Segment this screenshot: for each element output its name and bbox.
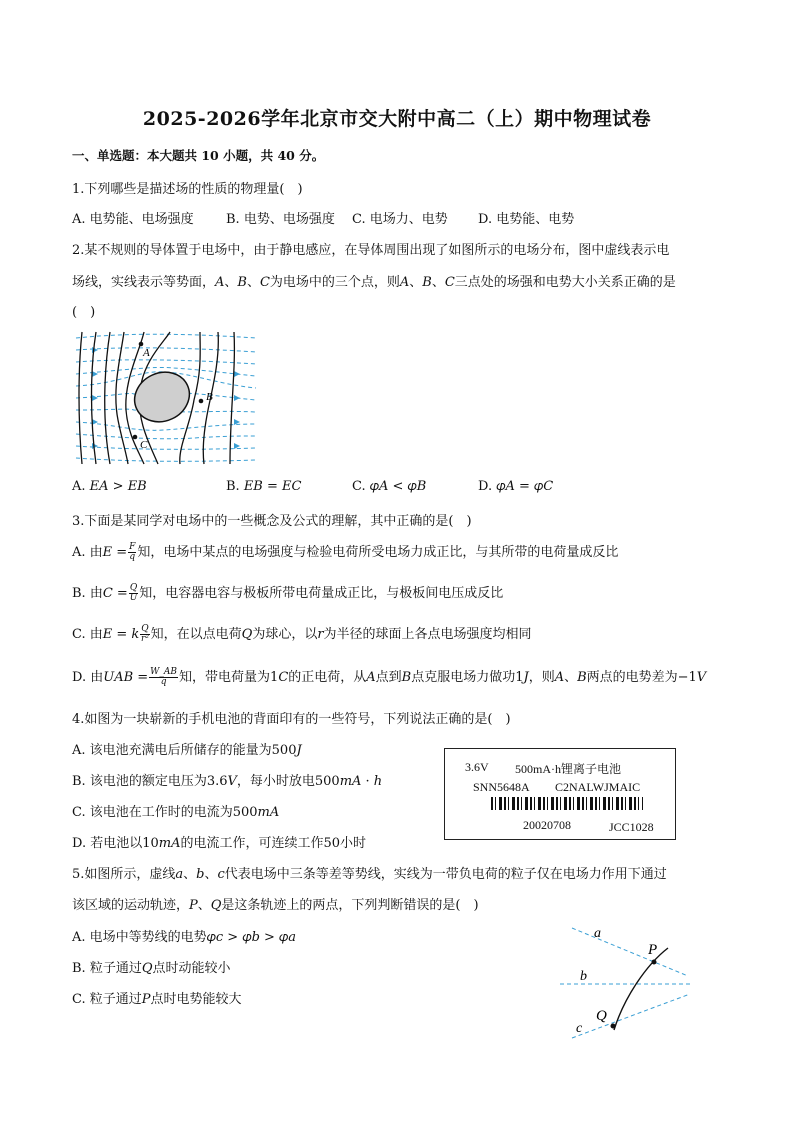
q3-option-d [72, 666, 706, 687]
battery-label [444, 748, 676, 840]
q3-option-a [72, 541, 618, 562]
point-p [652, 960, 657, 965]
q3-a-fraction [128, 543, 136, 562]
q3-d-text: 知，带电荷量为1𝐶的正电荷，从𝐴点到𝐵点克服电场力做功1𝐽，则𝐴、𝐵两点的电势差为−1𝑉 [179, 670, 707, 685]
q3-b-numerator: Q [129, 583, 138, 593]
q3-d-prefix: D. 由 [72, 670, 104, 685]
q3-b-text: 知，电容器电容与极板所带电荷量成正比，与极板间电压成反比 [139, 586, 504, 601]
electric-field-figure [74, 330, 258, 466]
q2-option-a: A. 𝐸𝐴 > 𝐸𝐵 [72, 479, 147, 494]
battery-date: 20020708 [523, 818, 571, 832]
q3-d-denominator: q [160, 677, 167, 687]
point-a [139, 342, 144, 347]
q3-c-prefix: C. 由 [72, 627, 103, 642]
page-title: 2025-2026学年北京市交大附中高二（上）期中物理试卷 [142, 108, 652, 130]
q1-option-c: C. 电场力、电势 [352, 212, 448, 227]
label-c: c [576, 1021, 583, 1036]
q3-c-numerator: Q [141, 624, 149, 634]
equipotential-trajectory-figure [556, 920, 696, 1042]
label-a: A [143, 347, 150, 359]
q3-b-formula: 𝐶 = [102, 586, 128, 601]
q3-b-denominator: U [129, 593, 138, 603]
q5-option-b: B. 粒子通过𝑄点时动能较小 [72, 961, 231, 976]
question-5-line-2: 该区域的运动轨迹，𝑃、𝑄是这条轨迹上的两点，下列判断错误的是( ) [72, 898, 479, 913]
conductor-shape [126, 363, 197, 430]
battery-code: C2NALWJMAIC [555, 780, 641, 794]
q3-c-text: 知，在以点电荷𝑄为球心，以𝑟为半径的球面上各点电场强度均相同 [150, 627, 532, 642]
q3-option-b [72, 582, 503, 603]
q3-a-numerator: F [129, 542, 136, 552]
q5-option-c: C. 粒子通过𝑃点时电势能较大 [72, 992, 242, 1007]
point-c [133, 435, 138, 440]
q3-c-denominator: r² [141, 634, 149, 644]
label-c: C [140, 439, 148, 451]
question-1-stem: 1.下列哪些是描述场的性质的物理量( ) [72, 182, 303, 197]
q3-a-prefix: A. 由 [72, 545, 103, 560]
label-q: Q [596, 1008, 607, 1024]
q2-option-b: B. 𝐸𝐵 = 𝐸𝐶 [226, 479, 302, 494]
q3-a-formula: 𝐸 = [102, 545, 128, 560]
question-2-line-2: 场线，实线表示等势面，𝐴、𝐵、𝐶为电场中的三个点，则𝐴、𝐵、𝐶三点处的场强和电势大小关系正确的是 [72, 275, 676, 290]
question-5-line-1: 5.如图所示，虚线𝑎、𝑏、𝑐代表电场中三条等差等势线，实线为一带负电荷的粒子仅在电场力作用下通过 [72, 867, 667, 882]
question-3-stem: 3.下面是某同学对电场中的一些概念及公式的理解，其中正确的是( ) [72, 514, 472, 529]
q5-option-a: A. 电场中等势线的电势𝜑𝑐 > 𝜑𝑏 > 𝜑𝑎 [72, 930, 297, 945]
point-b [199, 399, 204, 404]
battery-serial: JCC1028 [609, 820, 654, 834]
q4-option-a: A. 该电池充满电后所储存的能量为500𝐽 [72, 743, 302, 758]
q3-c-fraction [140, 625, 149, 644]
q3-d-formula: 𝑈𝐴𝐵 = [103, 670, 149, 685]
battery-capacity: 500mA·h锂离子电池 [515, 762, 621, 776]
label-b: B [206, 391, 213, 403]
q2-option-d: D. 𝜑𝐴 = 𝜑𝐶 [478, 479, 554, 494]
battery-voltage: 3.6V [465, 760, 489, 774]
q4-option-d: D. 若电池以10𝑚𝐴的电流工作，可连续工作50小时 [72, 836, 367, 851]
question-2-line-1: 2.某不规则的导体置于电场中，由于静电感应，在导体周围出现了如图所示的电场分布，图中虚线表示电 [72, 243, 670, 258]
q3-c-formula: 𝐸 = 𝑘 [102, 627, 140, 642]
section-heading: 一、单选题：本大题共 10 小题，共 40 分。 [72, 148, 325, 163]
q1-option-b: B. 电势、电场强度 [226, 212, 335, 227]
q3-d-numerator: W_AB [150, 667, 178, 677]
q3-b-fraction [129, 584, 138, 603]
particle-trajectory [614, 948, 668, 1030]
q3-a-text: 知，电场中某点的电场强度与检验电荷所受电场力成正比，与其所带的电荷量成反比 [137, 545, 619, 560]
q1-option-a: A. 电势能、电场强度 [72, 212, 194, 227]
q4-option-c: C. 该电池在工作时的电流为500𝑚𝐴 [72, 805, 280, 820]
point-q [611, 1024, 616, 1029]
q3-a-denominator: q [129, 552, 136, 562]
q1-option-d: D. 电势能、电势 [478, 212, 575, 227]
label-a: a [594, 926, 601, 941]
q3-option-c [72, 623, 532, 644]
q2-option-c: C. 𝜑𝐴 < 𝜑𝐵 [352, 479, 427, 494]
barcode-graphic [491, 797, 643, 810]
q4-option-b: B. 该电池的额定电压为3.6𝑉，每小时放电500𝑚𝐴 · ℎ [72, 774, 383, 789]
label-b: b [580, 969, 587, 984]
question-4-stem: 4.如图为一块崭新的手机电池的背面印有的一些符号，下列说法正确的是( ) [72, 712, 511, 727]
battery-model: SNN5648A [473, 780, 530, 794]
label-p: P [648, 942, 658, 958]
q3-b-prefix: B. 由 [72, 586, 103, 601]
question-2-line-3: ( ) [72, 305, 96, 320]
q3-d-fraction [149, 668, 178, 687]
